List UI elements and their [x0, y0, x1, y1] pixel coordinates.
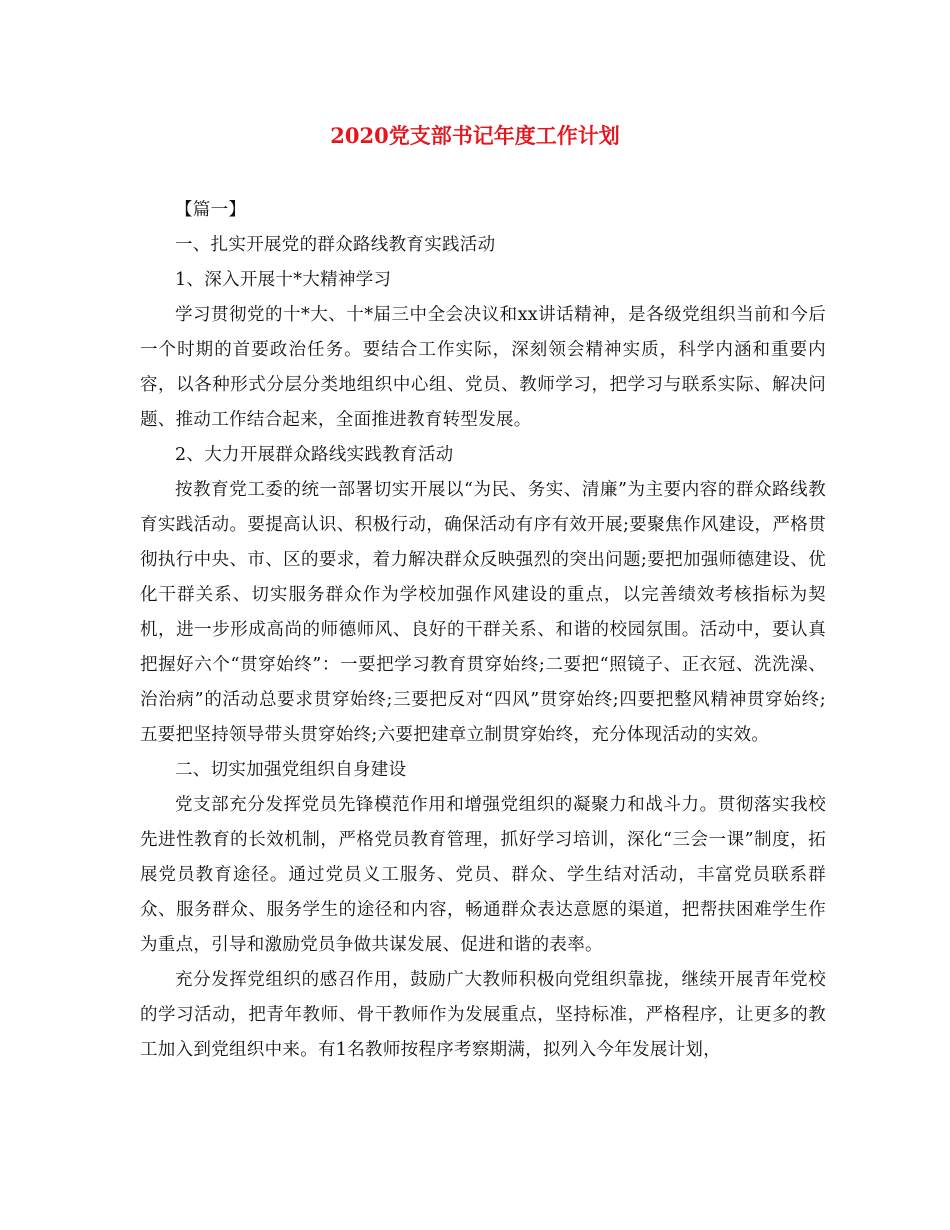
- section-heading-1: 一、扎实开展党的群众路线教育实践活动: [175, 235, 496, 255]
- paragraph: 按教育党工委的统一部署切实开展以“为民、务实、清廉”为主要内容的群众路线教育实践活动。要提高认识、积极行动，确保活动有序有效开展;要聚焦作风建设，严格贯彻执行中央、市、区的要求，着力解决群众反映强烈的突出问题;要把加强师德建设、优化干群关系、切实服务群众作为学校加强作风建设的重点，以完善绩效考核指标为契机，进一步形成高尚的师德师风、良好的干群关系、和谐的校园氛围。活动中，要认真把握好六个“贯穿始终”：一要把学习教育贯穿始终;二要把“照镜子、正衣冠、洗洗澡、治治病”的活动总要求贯穿始终;三要把反对“四风”贯穿始终;四要把整风精神贯穿始终;五要把坚持领导带头贯穿始终;六要把建章立制贯穿始终，充分体现活动的实效。: [140, 480, 826, 745]
- paragraph: 充分发挥党组织的感召作用，鼓励广大教师积极向党组织靠拢，继续开展青年党校的学习活动，把青年教师、骨干教师作为发展重点，坚持标准，严格程序，让更多的教工加入到党组织中来。有1名教师按程序考察期满，拟列入今年发展计划，: [140, 970, 826, 1060]
- document-body: [140, 193, 826, 1068]
- subsection-heading-1: 1、深入开展十*大精神学习: [175, 270, 392, 290]
- section-marker: 【篇一】: [175, 200, 247, 220]
- section-heading-2: 二、切实加强党组织自身建设: [175, 760, 407, 780]
- document-title: 2020党支部书记年度工作计划: [330, 123, 620, 148]
- paragraph: 党支部充分发挥党员先锋模范作用和增强党组织的凝聚力和战斗力。贯彻落实我校先进性教育的长效机制，严格党员教育管理，抓好学习培训，深化“三会一课”制度，拓展党员教育途径。通过党员义工服务、党员、群众、学生结对活动，丰富党员联系群众、服务群众、服务学生的途径和内容，畅通群众表达意愿的渠道，把帮扶困难学生作为重点，引导和激励党员争做共谋发展、促进和谐的表率。: [140, 795, 826, 955]
- paragraph: 学习贯彻党的十*大、十*届三中全会决议和xx讲话精神，是各级党组织当前和今后一个时期的首要政治任务。要结合工作实际，深刻领会精神实质，科学内涵和重要内容，以各种形式分层分类地组织中心组、党员、教师学习，把学习与联系实际、解决问题、推动工作结合起来，全面推进教育转型发展。: [140, 305, 826, 430]
- subsection-heading-2: 2、大力开展群众路线实践教育活动: [175, 445, 454, 465]
